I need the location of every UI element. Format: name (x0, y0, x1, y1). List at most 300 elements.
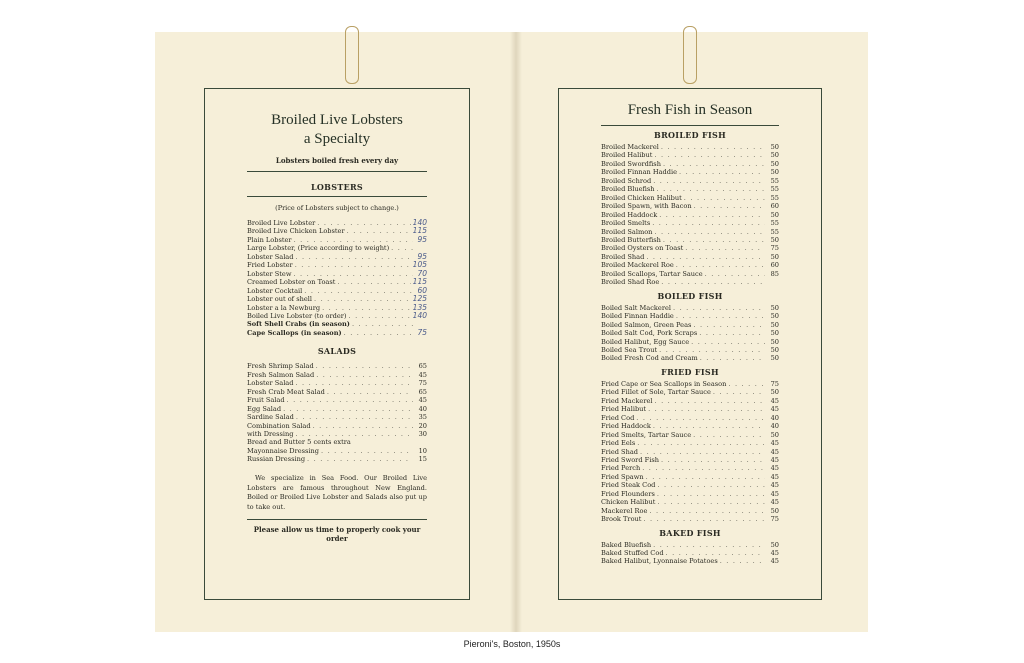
menu-item-price: 45 (770, 447, 779, 456)
menu-item-price: 75 (770, 244, 779, 253)
paper-clip-icon (345, 26, 359, 84)
menu-item-row (601, 278, 779, 286)
menu-item-name: Broiled Shad Roe (601, 278, 660, 287)
paper-clip-icon (683, 26, 697, 84)
menu-item-price: 15 (418, 455, 427, 464)
menu-item-price: 50 (770, 320, 779, 329)
leader-dots (352, 320, 413, 328)
menu-item-name: Fried Steak Cod (601, 481, 656, 490)
menu-item-name: Fried Perch (601, 464, 641, 473)
menu-item-row (601, 354, 779, 362)
menu-item-row (601, 270, 779, 278)
menu-item-row (247, 278, 427, 286)
menu-item-price: 75 (418, 379, 427, 388)
leader-dots (676, 312, 765, 320)
menu-item-name: Boiled Halibut, Egg Sauce (601, 337, 690, 346)
menu-item-name: Boiled Live Lobster (to order) (247, 311, 347, 320)
menu-item-price: 135 (412, 302, 427, 312)
leader-dots (657, 185, 765, 193)
menu-item-price: 40 (770, 422, 779, 431)
menu-item-row (247, 422, 427, 430)
leader-dots (337, 278, 410, 286)
menu-item-row (247, 371, 427, 379)
menu-item-price: 55 (770, 176, 779, 185)
leader-dots (659, 346, 765, 354)
menu-item-name: Fried Mackerel (601, 396, 653, 405)
menu-item-row (601, 541, 779, 549)
menu-item-price: 50 (770, 312, 779, 321)
leader-dots (307, 455, 413, 463)
menu-item-row (601, 261, 779, 269)
leader-dots (391, 244, 413, 252)
menu-item-name: Broiled Live Chicken Lobster (247, 227, 345, 236)
leader-dots (637, 439, 765, 447)
menu-item-name: Broiled Swordfish (601, 159, 661, 168)
menu-item-row (601, 219, 779, 227)
menu-item-name: Fresh Shrimp Salad (247, 362, 314, 371)
lobsters-note: (Price of Lobsters subject to change.) (275, 204, 399, 212)
menu-item-price: 95 (417, 251, 427, 261)
menu-item-price: 45 (770, 472, 779, 481)
menu-item-row (601, 304, 779, 312)
menu-item-name: Lobster Salad (247, 379, 294, 388)
leader-dots (642, 464, 765, 472)
menu-item-name: Baked Halibut, Lyonnaise Potatoes (601, 557, 718, 566)
menu-item-row (247, 320, 427, 328)
leader-dots (636, 414, 765, 422)
menu-item-price: 20 (418, 421, 427, 430)
menu-item-price: 40 (770, 413, 779, 422)
menu-item-price: 60 (417, 285, 427, 295)
menu-item-price: 50 (770, 303, 779, 312)
menu-item-row (601, 456, 779, 464)
menu-item-row (601, 431, 779, 439)
leader-dots (295, 379, 413, 387)
leader-dots (646, 253, 765, 261)
menu-item-row (601, 346, 779, 354)
menu-item-name: Fresh Salmon Salad (247, 370, 315, 379)
menu-item-name: Broiled Oysters on Toast (601, 244, 684, 253)
leader-dots (699, 329, 765, 337)
menu-item-price: 10 (418, 446, 427, 455)
menu-item-row (247, 253, 427, 261)
leader-dots (347, 227, 411, 235)
menu-item-price: 65 (418, 362, 427, 371)
menu-item-row (601, 143, 779, 151)
leader-dots (705, 270, 765, 278)
menu-item-row (247, 236, 427, 244)
menu-item-row (601, 557, 779, 565)
menu-item-row (601, 236, 779, 244)
menu-item-name: Boiled Fresh Cod and Cream (601, 354, 698, 363)
menu-item-name: Combination Salad (247, 421, 311, 430)
menu-item-name: Fried Haddock (601, 422, 651, 431)
menu-item-row (601, 194, 779, 202)
menu-item-price: 35 (418, 413, 427, 422)
menu-item-price: 45 (770, 405, 779, 414)
menu-item-row (601, 329, 779, 337)
leader-dots (653, 422, 765, 430)
menu-item-name: Boiled Salt Mackerel (601, 303, 671, 312)
leader-dots (295, 253, 413, 261)
leader-dots (693, 321, 765, 329)
left-subtitle: Lobsters boiled fresh every day (275, 156, 399, 165)
menu-item-price: 115 (412, 277, 427, 287)
leader-dots (643, 515, 765, 523)
photo-caption: Pieroni's, Boston, 1950s (463, 639, 561, 649)
menu-item-price: 45 (770, 481, 779, 490)
menu-item-row (601, 388, 779, 396)
menu-item-name: Broiled Spawn, with Bacon (601, 202, 692, 211)
menu-item-name: Boiled Salmon, Green Peas (601, 320, 692, 329)
menu-item-price: 45 (770, 455, 779, 464)
left-title-line1: Broiled Live Lobsters (271, 112, 403, 128)
menu-item-name: Mayonnaise Dressing (247, 446, 319, 455)
leader-dots (344, 329, 413, 337)
menu-item-price: 45 (770, 464, 779, 473)
leader-dots (661, 278, 765, 286)
menu-item-price: 50 (770, 168, 779, 177)
divider (247, 196, 427, 197)
menu-item-row (247, 227, 427, 235)
menu-item-row (247, 388, 427, 396)
menu-item-name: with Dressing (247, 429, 294, 438)
menu-item-price: 60 (770, 261, 779, 270)
menu-item-row (601, 244, 779, 252)
leader-dots (673, 304, 765, 312)
menu-item-price: 50 (770, 151, 779, 160)
leader-dots (296, 413, 413, 421)
menu-item-row (601, 515, 779, 523)
leader-dots (679, 168, 765, 176)
boiled-list (601, 304, 779, 363)
leader-dots (293, 270, 413, 278)
menu-item-row (601, 380, 779, 388)
menu-item-price: 50 (770, 354, 779, 363)
leader-dots (316, 371, 413, 379)
menu-item-name: Fried Lobster (247, 261, 293, 270)
broiled-list (601, 143, 779, 287)
menu-item-row (601, 490, 779, 498)
menu-item-name: Egg Salad (247, 404, 282, 413)
menu-item-row (601, 312, 779, 320)
menu-item-name: Broiled Smelts (601, 219, 651, 228)
menu-item-price: 75 (417, 327, 427, 337)
menu-item-name: Fried Cape or Sea Scallops in Season (601, 379, 727, 388)
leader-dots (653, 177, 765, 185)
menu-item-row (601, 464, 779, 472)
leader-dots (694, 202, 765, 210)
menu-item-row (247, 329, 427, 337)
leader-dots (685, 244, 765, 252)
menu-item-row (247, 405, 427, 413)
menu-item-row (247, 219, 427, 227)
menu-item-price: 50 (770, 388, 779, 397)
menu-item-name: Broiled Chicken Halibut (601, 193, 682, 202)
leader-dots (649, 507, 765, 515)
menu-item-name: Boiled Salt Cod, Pork Scraps (601, 329, 698, 338)
menu-item-row (247, 270, 427, 278)
menu-item-price: 125 (412, 294, 427, 304)
menu-item-name: Fried Eels (601, 439, 636, 448)
menu-item-name: Fried Shad (601, 447, 638, 456)
menu-item-name: Lobster Salad (247, 252, 294, 261)
menu-item-row (601, 211, 779, 219)
menu-item-row (601, 253, 779, 261)
menu-item-name: Fruit Salad (247, 396, 285, 405)
broiled-heading: BROILED FISH (654, 130, 726, 140)
menu-item-price: 75 (770, 515, 779, 524)
menu-item-name: Broiled Salmon (601, 227, 653, 236)
menu-item-row (247, 312, 427, 320)
menu-item-row (601, 160, 779, 168)
menu-item-price: 85 (770, 269, 779, 278)
menu-item-price: 45 (418, 370, 427, 379)
menu-item-price: 45 (418, 396, 427, 405)
footer-note: Please allow us time to properly cook your order (253, 524, 421, 543)
menu-item-name: Mackerel Roe (601, 506, 648, 515)
leader-dots (321, 447, 413, 455)
leader-dots (322, 304, 411, 312)
menu-item-name: Broiled Shad (601, 252, 645, 261)
menu-item-name: Russian Dressing (247, 455, 306, 464)
menu-item-name: Fried Smelts, Tartar Sauce (601, 430, 692, 439)
menu-item-row (247, 362, 427, 370)
leader-dots (313, 422, 413, 430)
menu-item-price: 140 (412, 310, 427, 320)
menu-item-row (247, 455, 427, 463)
menu-item-row (601, 414, 779, 422)
menu-item-row (601, 338, 779, 346)
menu-item-price: 45 (770, 549, 779, 558)
menu-item-row (247, 447, 427, 455)
menu-item-name: Fried Cod (601, 413, 635, 422)
menu-item-name: Cape Scallops (in season) (247, 328, 342, 337)
menu-item-name: Lobster Stew (247, 269, 292, 278)
menu-item-row (601, 185, 779, 193)
leader-dots (661, 143, 765, 151)
leader-dots (661, 456, 765, 464)
leader-dots (663, 236, 765, 244)
leader-dots (295, 261, 411, 269)
divider (247, 519, 427, 520)
menu-item-row (601, 168, 779, 176)
salads-heading: SALADS (317, 346, 357, 357)
menu-item-row (247, 379, 427, 387)
center-fold (510, 32, 522, 632)
menu-item-name: Lobster out of shell (247, 295, 312, 304)
leader-dots (693, 431, 765, 439)
menu-item-name: Plain Lobster (247, 235, 292, 244)
menu-item-name: Fresh Crab Meat Salad (247, 387, 325, 396)
fried-heading: FRIED FISH (661, 366, 719, 377)
divider (247, 171, 427, 172)
menu-item-name: Broiled Mackerel (601, 143, 659, 151)
menu-item-price: 70 (417, 268, 427, 278)
menu-item-name: Chicken Halibut (601, 498, 656, 507)
dressings-list (247, 447, 427, 464)
menu-item-row (247, 244, 427, 252)
menu-item-row (601, 481, 779, 489)
menu-item-name: Broiled Bluefish (601, 185, 655, 194)
menu-item-name: Lobster a la Newburg (247, 303, 321, 312)
menu-item-name: Baked Stuffed Cod (601, 549, 664, 558)
menu-item-row (601, 202, 779, 210)
menu-item-price: 45 (770, 557, 779, 566)
menu-item-price: 50 (770, 540, 779, 549)
baked-heading: BAKED FISH (659, 527, 721, 538)
menu-item-row (601, 507, 779, 515)
menu-item-name: Boiled Finnan Haddie (601, 312, 674, 321)
fried-list (601, 380, 779, 524)
leader-dots (283, 405, 413, 413)
menu-item-price: 65 (418, 387, 427, 396)
menu-item-name: Brook Trout (601, 515, 642, 524)
menu-item-row (601, 549, 779, 557)
baked-list (601, 541, 779, 566)
menu-item-price: 45 (770, 396, 779, 405)
menu-item-name: Boiled Sea Trout (601, 345, 658, 354)
menu-item-price: 60 (770, 202, 779, 211)
menu-item-price: 50 (770, 329, 779, 338)
leader-dots (654, 228, 765, 236)
leader-dots (295, 430, 413, 438)
left-title-line2: a Specialty (303, 131, 371, 147)
menu-item-row (601, 439, 779, 447)
right-title: Fresh Fish in Season (627, 102, 753, 118)
leader-dots (700, 354, 765, 362)
menu-item-name: Broiled Live Lobster (247, 219, 316, 227)
menu-item-row (601, 473, 779, 481)
menu-item-price: 50 (770, 252, 779, 261)
leader-dots (659, 211, 765, 219)
menu-item-name: Fried Spawn (601, 472, 644, 481)
leader-dots (652, 219, 765, 227)
menu-item-row (601, 498, 779, 506)
menu-item-name: Broiled Halibut (601, 151, 653, 160)
menu-item-price: 50 (770, 345, 779, 354)
leader-dots (728, 380, 765, 388)
leader-dots (316, 362, 413, 370)
leader-dots (317, 219, 410, 227)
leader-dots (348, 312, 410, 320)
menu-item-name: Fried Flounders (601, 489, 655, 498)
lobsters-list (247, 219, 427, 337)
menu-item-row (601, 397, 779, 405)
leader-dots (657, 498, 765, 506)
leader-dots (663, 160, 765, 168)
menu-item-price: 45 (770, 498, 779, 507)
menu-item-price: 95 (417, 234, 427, 244)
menu-item-row (601, 151, 779, 159)
menu-item-row (247, 396, 427, 404)
menu-item-price: 50 (770, 159, 779, 168)
leader-dots (294, 236, 413, 244)
leader-dots (304, 287, 413, 295)
leader-dots (640, 448, 765, 456)
left-page-panel (204, 88, 470, 600)
menu-item-row (601, 321, 779, 329)
menu-item-price: 50 (770, 430, 779, 439)
menu-item-name: Broiled Haddock (601, 210, 658, 219)
menu-item-row (601, 405, 779, 413)
leader-dots (691, 338, 765, 346)
menu-spread (155, 32, 868, 632)
menu-item-row (601, 228, 779, 236)
menu-item-price: 45 (770, 439, 779, 448)
right-page-panel (558, 88, 822, 600)
menu-item-price: 55 (770, 227, 779, 236)
menu-item-price: 50 (770, 143, 779, 151)
menu-item-row (247, 304, 427, 312)
boiled-heading: BOILED FISH (657, 290, 723, 301)
menu-item-name: Broiled Butterfish (601, 235, 661, 244)
menu-item-name: Broiled Scallops, Tartar Sauce (601, 269, 703, 278)
leader-dots (684, 194, 765, 202)
divider (601, 125, 779, 126)
menu-item-name: Fried Halibut (601, 405, 647, 414)
menu-item-row (601, 448, 779, 456)
menu-item-name: Lobster Cocktail (247, 286, 303, 295)
menu-item-name: Baked Bluefish (601, 540, 652, 549)
menu-item-name: Fried Sword Fish (601, 455, 659, 464)
menu-item-price: 55 (770, 219, 779, 228)
menu-item-name: Sardine Salad (247, 413, 294, 422)
menu-item-price: 115 (412, 226, 427, 236)
menu-item-price: 55 (770, 185, 779, 194)
menu-item-row (601, 177, 779, 185)
menu-item-name: Broiled Finnan Haddie (601, 168, 677, 177)
leader-dots (653, 541, 765, 549)
menu-item-name: Soft Shell Crabs (in season) (247, 320, 350, 329)
menu-item-price: 50 (770, 337, 779, 346)
menu-item-price: 75 (770, 379, 779, 388)
leader-dots (666, 549, 765, 557)
menu-item-name: Broiled Mackerel Roe (601, 261, 674, 270)
leader-dots (676, 261, 765, 269)
leader-dots (287, 396, 413, 404)
menu-item-price: 50 (770, 235, 779, 244)
menu-item-name: Broiled Schrod (601, 176, 652, 185)
lobsters-heading: LOBSTERS (310, 182, 363, 192)
menu-item-price: 30 (418, 429, 427, 438)
menu-item-price: 50 (770, 506, 779, 515)
leader-dots (327, 388, 413, 396)
menu-item-row (247, 261, 427, 269)
menu-item-row (247, 295, 427, 303)
menu-item-price: 40 (418, 404, 427, 413)
menu-item-row (247, 413, 427, 421)
menu-item-name: Creamed Lobster on Toast (247, 278, 336, 287)
menu-item-row (247, 287, 427, 295)
leader-dots (648, 405, 765, 413)
menu-item-price: 45 (770, 489, 779, 498)
menu-item-name: Fried Fillet of Sole, Tartar Sauce (601, 388, 711, 397)
menu-item-row (601, 422, 779, 430)
leader-dots (654, 151, 765, 159)
menu-item-row (247, 430, 427, 438)
menu-item-price: 140 (412, 218, 427, 227)
menu-item-price: 105 (412, 260, 427, 270)
leader-dots (646, 473, 765, 481)
specialty-paragraph: We specialize in Sea Food. Our Broiled Live Lobsters are famous throughout New England. Boiled or Broiled Live Lobster and Salads also put up to take out. (247, 473, 427, 512)
leader-dots (655, 397, 766, 405)
salads-list (247, 362, 427, 438)
leader-dots (314, 295, 411, 303)
leader-dots (713, 388, 765, 396)
menu-item-price: 55 (770, 193, 779, 202)
menu-item-name: Large Lobster, (Price according to weight) (247, 244, 390, 253)
